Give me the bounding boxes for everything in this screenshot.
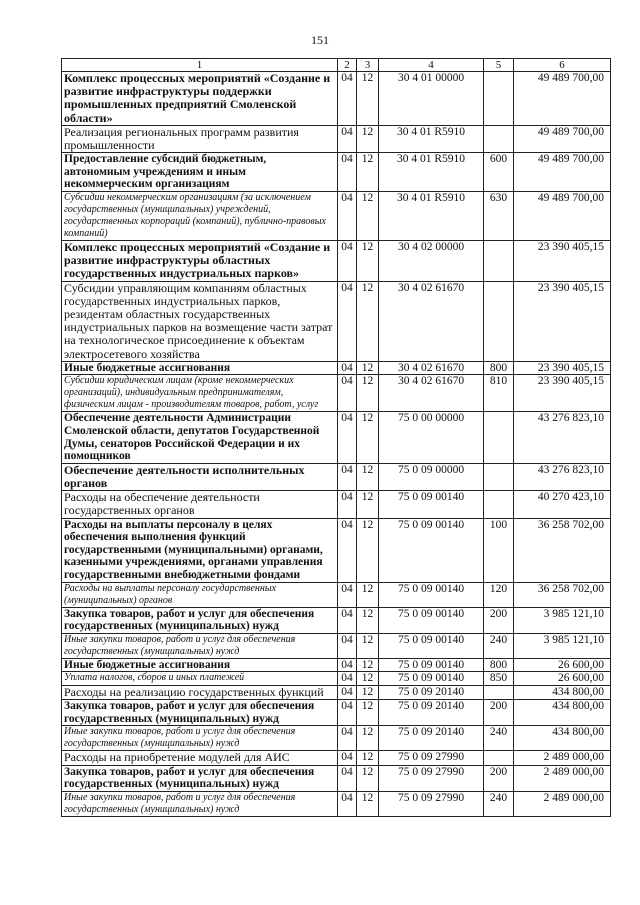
table-row [62,765,611,791]
expense-type-cell: 800 [484,658,514,672]
target-article-cell: 75 0 09 27990 [379,791,484,816]
table-row [62,361,611,375]
amount-cell: 23 390 405,15 [514,241,611,282]
amount-cell: 23 390 405,15 [514,375,611,412]
row-name-cell: Иные закупки товаров, работ и услуг для обеспечения государственных (муниципальных) нужд [62,633,338,658]
section-cell: 04 [338,361,357,375]
target-article-cell: 30 4 01 R5910 [379,153,484,192]
target-article-cell: 75 0 09 00140 [379,491,484,518]
section-cell: 04 [338,700,357,726]
section-cell: 04 [338,241,357,282]
section-cell: 04 [338,463,357,490]
table-row [62,685,611,699]
section-cell: 04 [338,765,357,791]
expense-type-cell: 600 [484,153,514,192]
amount-cell: 23 390 405,15 [514,281,611,361]
header-row [62,59,611,72]
table-row [62,633,611,658]
row-name-cell: Расходы на выплаты персоналу государственных (муниципальных) органов [62,582,338,607]
target-article-cell: 75 0 09 00140 [379,672,484,686]
subsection-cell: 12 [357,125,379,152]
target-article-cell: 75 0 09 20140 [379,700,484,726]
table-row [62,672,611,686]
section-cell: 04 [338,658,357,672]
row-name-cell: Закупка товаров, работ и услуг для обеспечения государственных (муниципальных) нужд [62,607,338,633]
table-row [62,192,611,241]
target-article-cell: 30 4 02 61670 [379,361,484,375]
section-cell: 04 [338,72,357,126]
amount-cell: 43 276 823,10 [514,463,611,490]
amount-cell: 36 258 702,00 [514,582,611,607]
amount-cell: 434 800,00 [514,685,611,699]
budget-table [61,58,611,817]
table-row [62,125,611,152]
subsection-cell: 12 [357,672,379,686]
target-article-cell: 30 4 01 R5910 [379,125,484,152]
row-name-cell: Предоставление субсидий бюджетным, автономным учреждениям и иным некоммерческим организациям [62,153,338,192]
amount-cell: 2 489 000,00 [514,791,611,816]
subsection-cell: 12 [357,241,379,282]
section-cell: 04 [338,607,357,633]
table-row [62,607,611,633]
row-name-cell: Расходы на приобретение модулей для АИС [62,751,338,765]
subsection-cell: 12 [357,281,379,361]
target-article-cell: 30 4 02 61670 [379,281,484,361]
subsection-cell: 12 [357,72,379,126]
expense-type-cell [484,751,514,765]
amount-cell: 49 489 700,00 [514,153,611,192]
amount-cell: 26 600,00 [514,658,611,672]
expense-type-cell [484,685,514,699]
page-number: 151 [311,33,329,47]
expense-type-cell: 100 [484,518,514,582]
target-article-cell: 75 0 09 20140 [379,685,484,699]
target-article-cell: 75 0 09 27990 [379,765,484,791]
expense-type-cell [484,72,514,126]
row-name-cell: Субсидии некоммерческим организациям (за исключением государственных (муниципальных) учреждений, государственных корпораций (компаний), публично-правовых компаний) [62,192,338,241]
expense-type-cell: 200 [484,765,514,791]
target-article-cell: 75 0 09 00140 [379,633,484,658]
section-cell: 04 [338,672,357,686]
section-cell: 04 [338,412,357,463]
expense-type-cell: 810 [484,375,514,412]
section-cell: 04 [338,518,357,582]
table-row [62,726,611,751]
header-cell: 2 [338,59,357,72]
section-cell: 04 [338,125,357,152]
target-article-cell: 30 4 02 61670 [379,375,484,412]
amount-cell: 434 800,00 [514,726,611,751]
amount-cell: 43 276 823,10 [514,412,611,463]
amount-cell: 3 985 121,10 [514,633,611,658]
expense-type-cell [484,125,514,152]
subsection-cell: 12 [357,751,379,765]
expense-type-cell [484,281,514,361]
table-row [62,658,611,672]
subsection-cell: 12 [357,361,379,375]
row-name-cell: Реализация региональных программ развития промышленности [62,125,338,152]
amount-cell: 23 390 405,15 [514,361,611,375]
subsection-cell: 12 [357,582,379,607]
row-name-cell: Закупка товаров, работ и услуг для обеспечения государственных (муниципальных) нужд [62,765,338,791]
amount-cell: 36 258 702,00 [514,518,611,582]
section-cell: 04 [338,582,357,607]
subsection-cell: 12 [357,765,379,791]
target-article-cell: 30 4 02 00000 [379,241,484,282]
amount-cell: 3 985 121,10 [514,607,611,633]
expense-type-cell: 120 [484,582,514,607]
section-cell: 04 [338,281,357,361]
row-name-cell: Обеспечение деятельности исполнительных органов [62,463,338,490]
row-name-cell: Закупка товаров, работ и услуг для обеспечения государственных (муниципальных) нужд [62,700,338,726]
row-name-cell: Комплекс процессных мероприятий «Создание и развитие инфраструктуры поддержки промышленных предприятий Смоленской области» [62,72,338,126]
table-row [62,375,611,412]
target-article-cell: 75 0 09 00140 [379,607,484,633]
section-cell: 04 [338,192,357,241]
row-name-cell: Уплата налогов, сборов и иных платежей [62,672,338,686]
subsection-cell: 12 [357,726,379,751]
section-cell: 04 [338,375,357,412]
section-cell: 04 [338,726,357,751]
expense-type-cell: 240 [484,726,514,751]
row-name-cell: Иные закупки товаров, работ и услуг для обеспечения государственных (муниципальных) нужд [62,791,338,816]
subsection-cell: 12 [357,491,379,518]
table-row [62,518,611,582]
subsection-cell: 12 [357,791,379,816]
subsection-cell: 12 [357,412,379,463]
subsection-cell: 12 [357,463,379,490]
subsection-cell: 12 [357,658,379,672]
row-name-cell: Расходы на обеспечение деятельности государственных органов [62,491,338,518]
amount-cell: 40 270 423,10 [514,491,611,518]
row-name-cell: Комплекс процессных мероприятий «Создание и развитие инфраструктуры областных государственных индустриальных парков» [62,241,338,282]
section-cell: 04 [338,791,357,816]
expense-type-cell [484,241,514,282]
table-row [62,791,611,816]
expense-type-cell: 850 [484,672,514,686]
table-row [62,241,611,282]
subsection-cell: 12 [357,192,379,241]
target-article-cell: 75 0 09 00140 [379,582,484,607]
subsection-cell: 12 [357,700,379,726]
subsection-cell: 12 [357,685,379,699]
row-name-cell: Субсидии юридическим лицам (кроме некоммерческих организаций), индивидуальным предпринимателям, физическим лицам - производителям товаров, работ, услуг [62,375,338,412]
target-article-cell: 75 0 09 00140 [379,658,484,672]
expense-type-cell: 800 [484,361,514,375]
amount-cell: 434 800,00 [514,700,611,726]
table-row [62,412,611,463]
expense-type-cell [484,463,514,490]
expense-type-cell: 630 [484,192,514,241]
amount-cell: 26 600,00 [514,672,611,686]
section-cell: 04 [338,751,357,765]
header-cell: 4 [379,59,484,72]
table-row [62,281,611,361]
table-row [62,491,611,518]
subsection-cell: 12 [357,518,379,582]
row-name-cell: Расходы на выплаты персоналу в целях обеспечения выполнения функций государственными (муниципальными) органами, казенными учреждениями, органами управления государственными внебюджетными фондами [62,518,338,582]
subsection-cell: 12 [357,375,379,412]
expense-type-cell: 240 [484,791,514,816]
target-article-cell: 75 0 09 20140 [379,726,484,751]
target-article-cell: 75 0 09 00000 [379,463,484,490]
table-row [62,582,611,607]
table-row [62,153,611,192]
row-name-cell: Расходы на реализацию государственных функций [62,685,338,699]
expense-type-cell [484,491,514,518]
target-article-cell: 75 0 09 27990 [379,751,484,765]
amount-cell: 49 489 700,00 [514,192,611,241]
section-cell: 04 [338,491,357,518]
section-cell: 04 [338,633,357,658]
row-name-cell: Обеспечение деятельности Администрации Смоленской области, депутатов Государственной Думы, сенаторов Российской Федерации и их помощников [62,412,338,463]
target-article-cell: 75 0 00 00000 [379,412,484,463]
subsection-cell: 12 [357,633,379,658]
section-cell: 04 [338,153,357,192]
table-row [62,700,611,726]
header-cell: 5 [484,59,514,72]
table-row [62,751,611,765]
section-cell: 04 [338,685,357,699]
amount-cell: 49 489 700,00 [514,72,611,126]
row-name-cell: Иные бюджетные ассигнования [62,658,338,672]
amount-cell: 2 489 000,00 [514,751,611,765]
expense-type-cell: 240 [484,633,514,658]
target-article-cell: 30 4 01 R5910 [379,192,484,241]
amount-cell: 49 489 700,00 [514,125,611,152]
header-cell: 3 [357,59,379,72]
table-row [62,72,611,126]
amount-cell: 2 489 000,00 [514,765,611,791]
target-article-cell: 30 4 01 00000 [379,72,484,126]
expense-type-cell [484,412,514,463]
subsection-cell: 12 [357,153,379,192]
header-cell: 1 [62,59,338,72]
row-name-cell: Иные закупки товаров, работ и услуг для обеспечения государственных (муниципальных) нужд [62,726,338,751]
expense-type-cell: 200 [484,700,514,726]
expense-type-cell: 200 [484,607,514,633]
subsection-cell: 12 [357,607,379,633]
header-cell: 6 [514,59,611,72]
row-name-cell: Субсидии управляющим компаниям областных государственных индустриальных парков, резидентам областных государственных индустриальных парков на возмещение части затрат на технологическое присоединение к объектам электросетевого хозяйства [62,281,338,361]
table-row [62,463,611,490]
target-article-cell: 75 0 09 00140 [379,518,484,582]
row-name-cell: Иные бюджетные ассигнования [62,361,338,375]
